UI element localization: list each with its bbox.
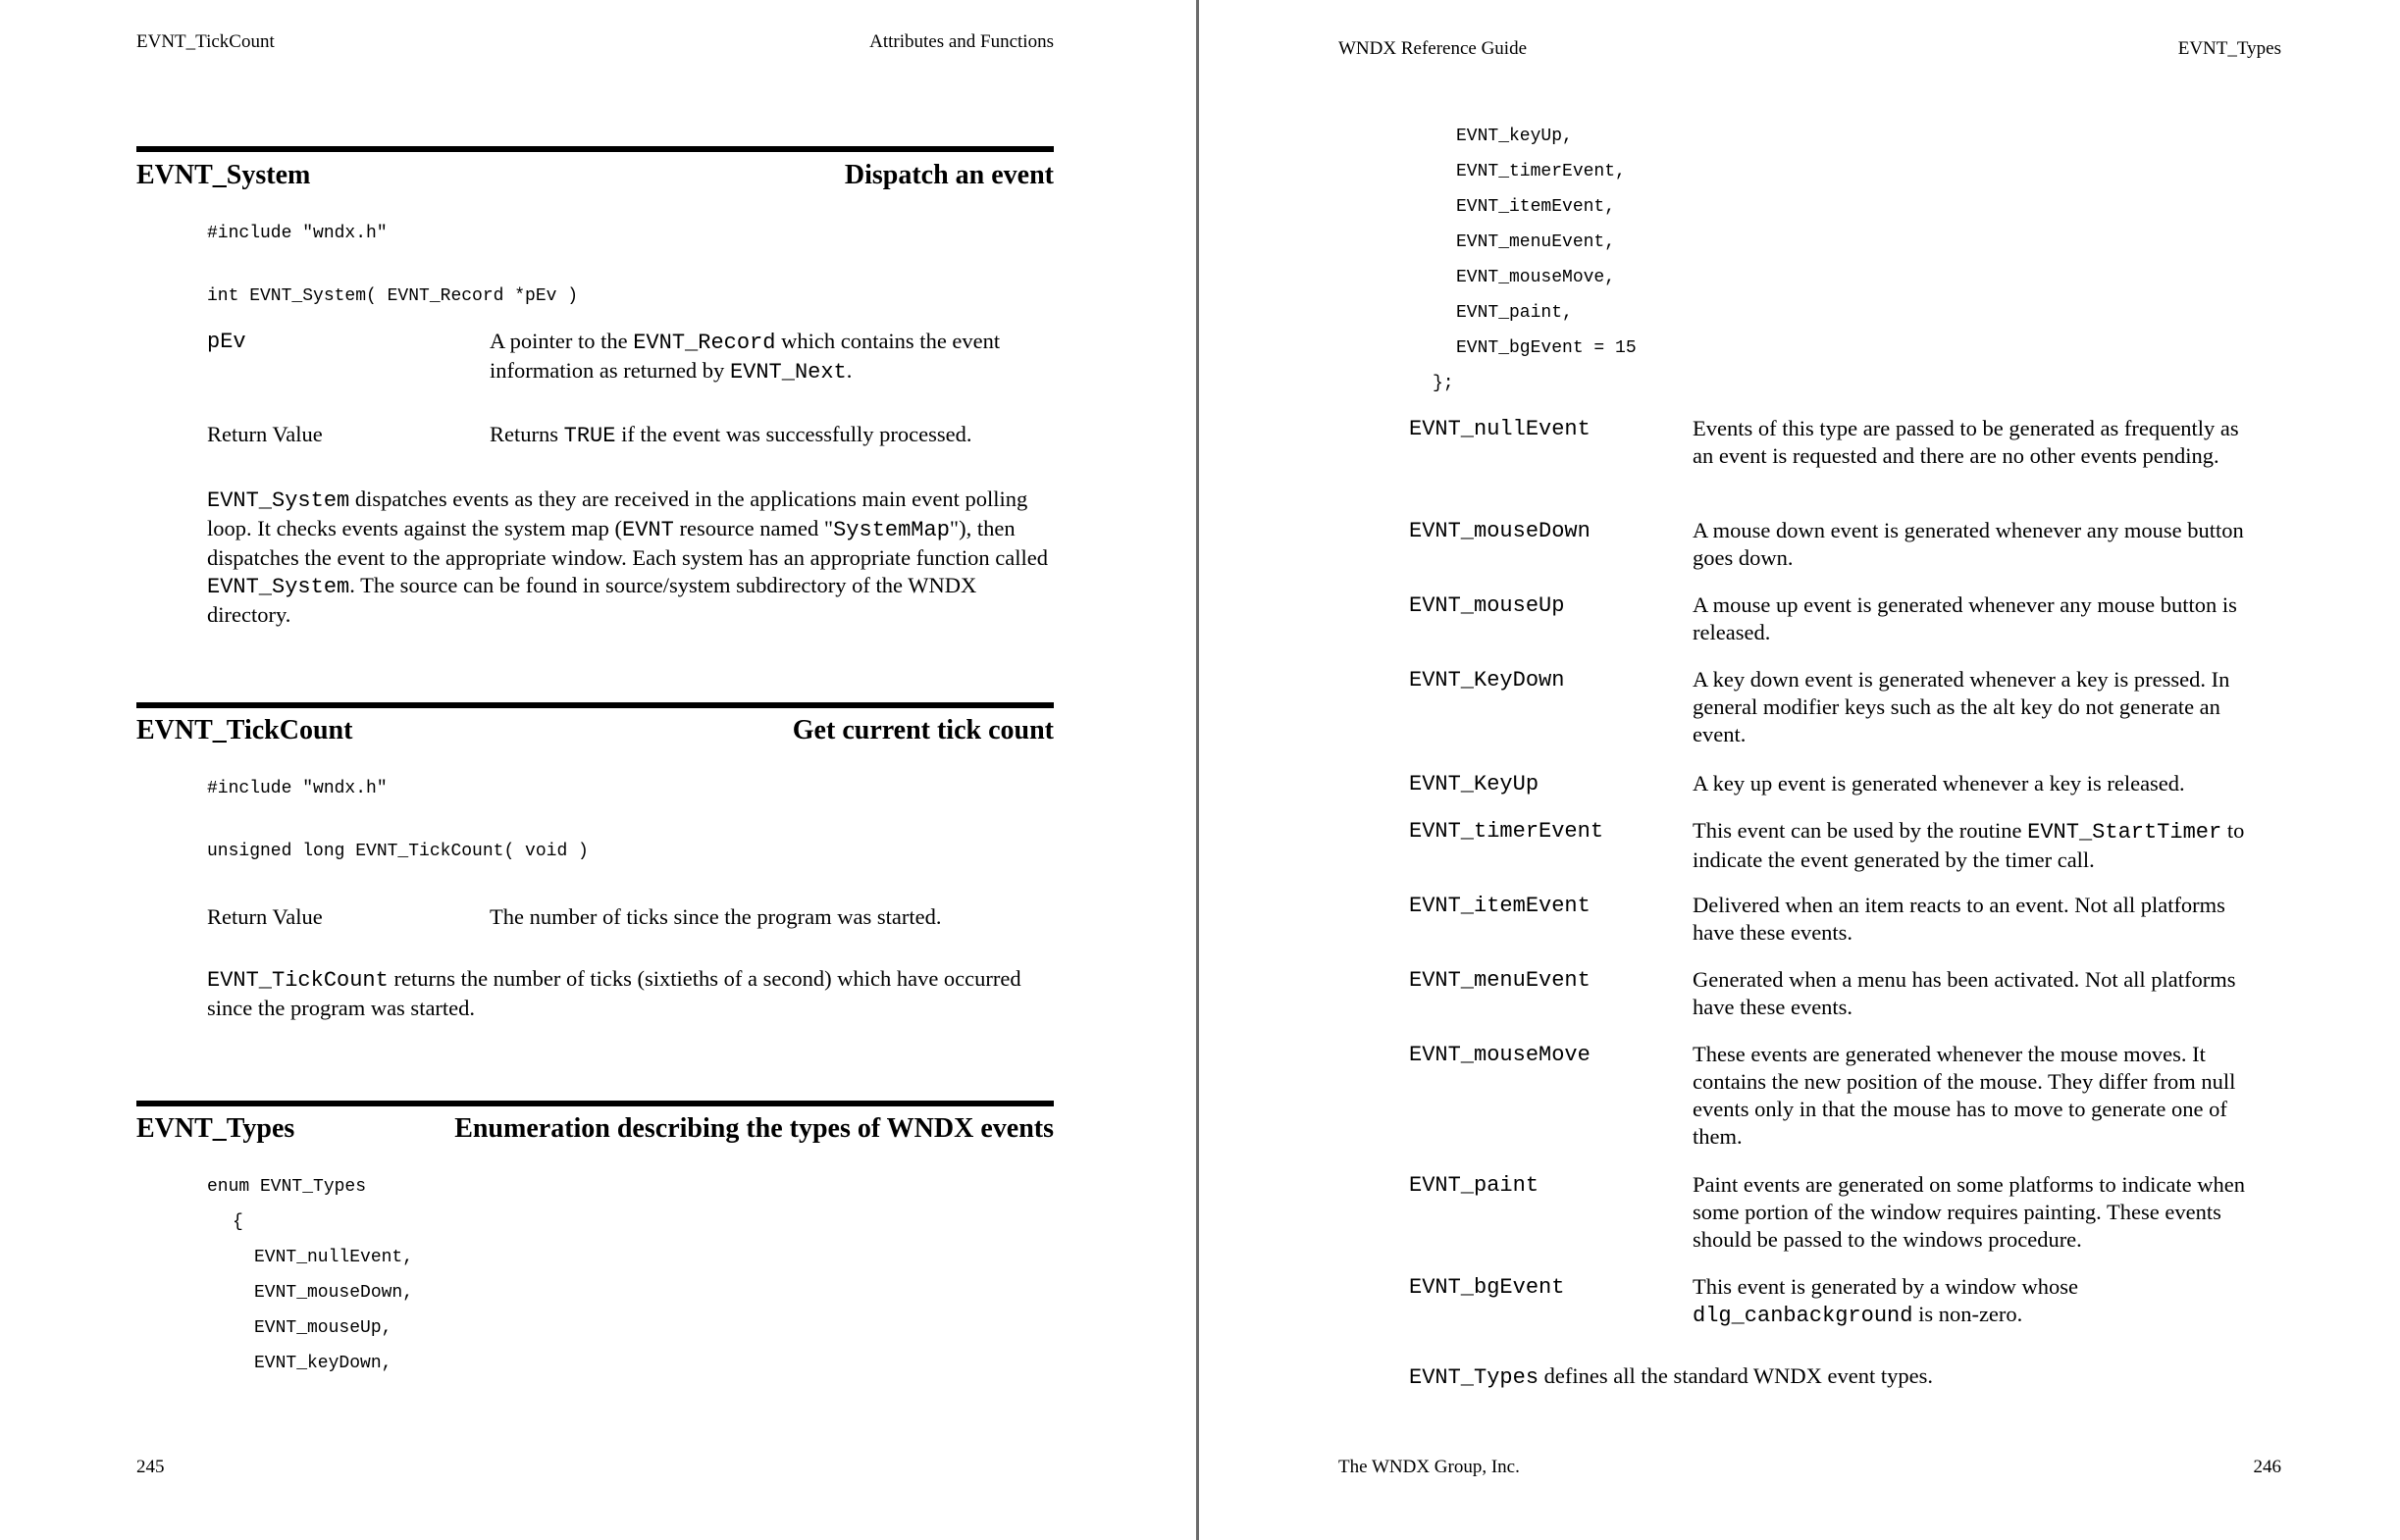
param-description: A pointer to the EVNT_Record which contains the event information as returned by EVNT_Next.	[490, 329, 1001, 385]
code-line: enum EVNT_Types	[207, 1177, 367, 1197]
definition-term: EVNT_bgEvent	[1409, 1275, 1565, 1300]
definition-term: EVNT_mouseMove	[1409, 1043, 1591, 1067]
definition-text: Delivered when an item reacts to an event. Not all platforms have these events.	[1693, 893, 2225, 945]
code-line: EVNT_menuEvent,	[1456, 232, 1616, 252]
definition-term: EVNT_itemEvent	[1409, 894, 1591, 918]
code-line: EVNT_keyUp,	[1456, 127, 1573, 146]
page-number: 246	[2253, 1457, 2281, 1477]
definition-text: This event is generated by a window whose dlg_canbackground is non-zero.	[1693, 1274, 2079, 1328]
section-description-evnt-types: Enumeration describing the types of WNDX events	[454, 1113, 1054, 1144]
code-line: };	[1433, 374, 1454, 393]
code-line: EVNT_keyDown,	[254, 1354, 392, 1373]
code-line: EVNT_mouseUp,	[254, 1318, 392, 1338]
code-line: EVNT_paint,	[1456, 303, 1573, 323]
description-paragraph: EVNT_System dispatches events as they are received in the applications main event polling loop. It checks events against the system map (EVNT resource named "SystemMap"), then dispatches the event to the appropriate window. Each system has an appropriate function called EVNT_System. The source can be found in source/system subdirectory of the WNDX directory.	[207, 487, 1048, 627]
param-name: pEv	[207, 330, 246, 354]
running-header-right: EVNT_Types	[2177, 38, 2281, 59]
definition-text: A mouse up event is generated whenever any mouse button is released.	[1693, 592, 2237, 644]
definition-term: EVNT_paint	[1409, 1173, 1539, 1198]
function-signature: unsigned long EVNT_TickCount( void )	[207, 842, 589, 861]
code-line: EVNT_mouseMove,	[1456, 268, 1616, 287]
definition-term: EVNT_KeyDown	[1409, 668, 1565, 693]
section-rule	[136, 146, 1054, 152]
code-line: {	[233, 1212, 243, 1232]
definition-term: EVNT_mouseDown	[1409, 519, 1591, 543]
return-value-label: Return Value	[207, 904, 323, 929]
code-line: EVNT_mouseDown,	[254, 1283, 414, 1303]
section-title-evnt-types: EVNT_Types	[136, 1113, 295, 1144]
definition-text: This event can be used by the routine EVNT_StartTimer to indicate the event generated by the timer call.	[1693, 818, 2245, 872]
definition-text: These events are generated whenever the mouse moves. It contains the new position of the mouse. They differ from null events only in that the mouse has to move to generate one of them.	[1693, 1042, 2236, 1149]
return-value-label: Return Value	[207, 422, 323, 446]
section-title-evnt-system: EVNT_System	[136, 160, 311, 190]
section-rule	[136, 702, 1054, 708]
page-number: 245	[136, 1457, 165, 1477]
code-line: EVNT_itemEvent,	[1456, 197, 1616, 217]
section-description-evnt-tickcount: Get current tick count	[792, 715, 1054, 745]
running-header-left: EVNT_TickCount	[136, 31, 275, 52]
running-header-left: WNDX Reference Guide	[1338, 38, 1528, 59]
code-line: EVNT_timerEvent,	[1456, 162, 1626, 181]
definition-term: EVNT_menuEvent	[1409, 968, 1591, 993]
function-signature: int EVNT_System( EVNT_Record *pEv )	[207, 286, 579, 306]
definition-term: EVNT_timerEvent	[1409, 819, 1604, 844]
section-description-evnt-system: Dispatch an event	[844, 160, 1054, 190]
definition-text: Generated when a menu has been activated. Not all platforms have these events.	[1693, 967, 2236, 1019]
code-line: EVNT_nullEvent,	[254, 1248, 414, 1267]
definition-term: EVNT_mouseUp	[1409, 593, 1565, 618]
section-title-evnt-tickcount: EVNT_TickCount	[136, 715, 353, 745]
definition-text: Events of this type are passed to be generated as frequently as an event is requested and there are no other events pending.	[1693, 416, 2239, 468]
code-line: EVNT_bgEvent = 15	[1456, 338, 1637, 358]
right-page	[1199, 0, 2400, 1540]
running-footer: The WNDX Group, Inc.	[1338, 1457, 1520, 1477]
include-line: #include "wndx.h"	[207, 224, 388, 243]
definition-text: A mouse down event is generated whenever any mouse button goes down.	[1693, 518, 2244, 570]
definition-term: EVNT_nullEvent	[1409, 417, 1591, 441]
definition-text: Paint events are generated on some platforms to indicate when some portion of the window requires painting. These events should be passed to the windows procedure.	[1693, 1172, 2245, 1252]
return-value-text: The number of ticks since the program was started.	[490, 904, 942, 929]
return-value-text: Returns TRUE if the event was successfully processed.	[490, 422, 972, 448]
definition-text: A key down event is generated whenever a key is pressed. In general modifier keys such as the alt key do not generate an event.	[1693, 667, 2230, 746]
definition-term: EVNT_KeyUp	[1409, 772, 1539, 796]
summary-sentence: EVNT_Types defines all the standard WNDX event types.	[1409, 1363, 1933, 1390]
section-rule	[136, 1101, 1054, 1106]
description-paragraph: EVNT_TickCount returns the number of ticks (sixtieths of a second) which have occurred since the program was started.	[207, 966, 1021, 1020]
include-line: #include "wndx.h"	[207, 779, 388, 798]
left-page	[0, 0, 1196, 1540]
definition-text: A key up event is generated whenever a key is released.	[1693, 771, 2185, 796]
running-header-right: Attributes and Functions	[869, 31, 1054, 52]
